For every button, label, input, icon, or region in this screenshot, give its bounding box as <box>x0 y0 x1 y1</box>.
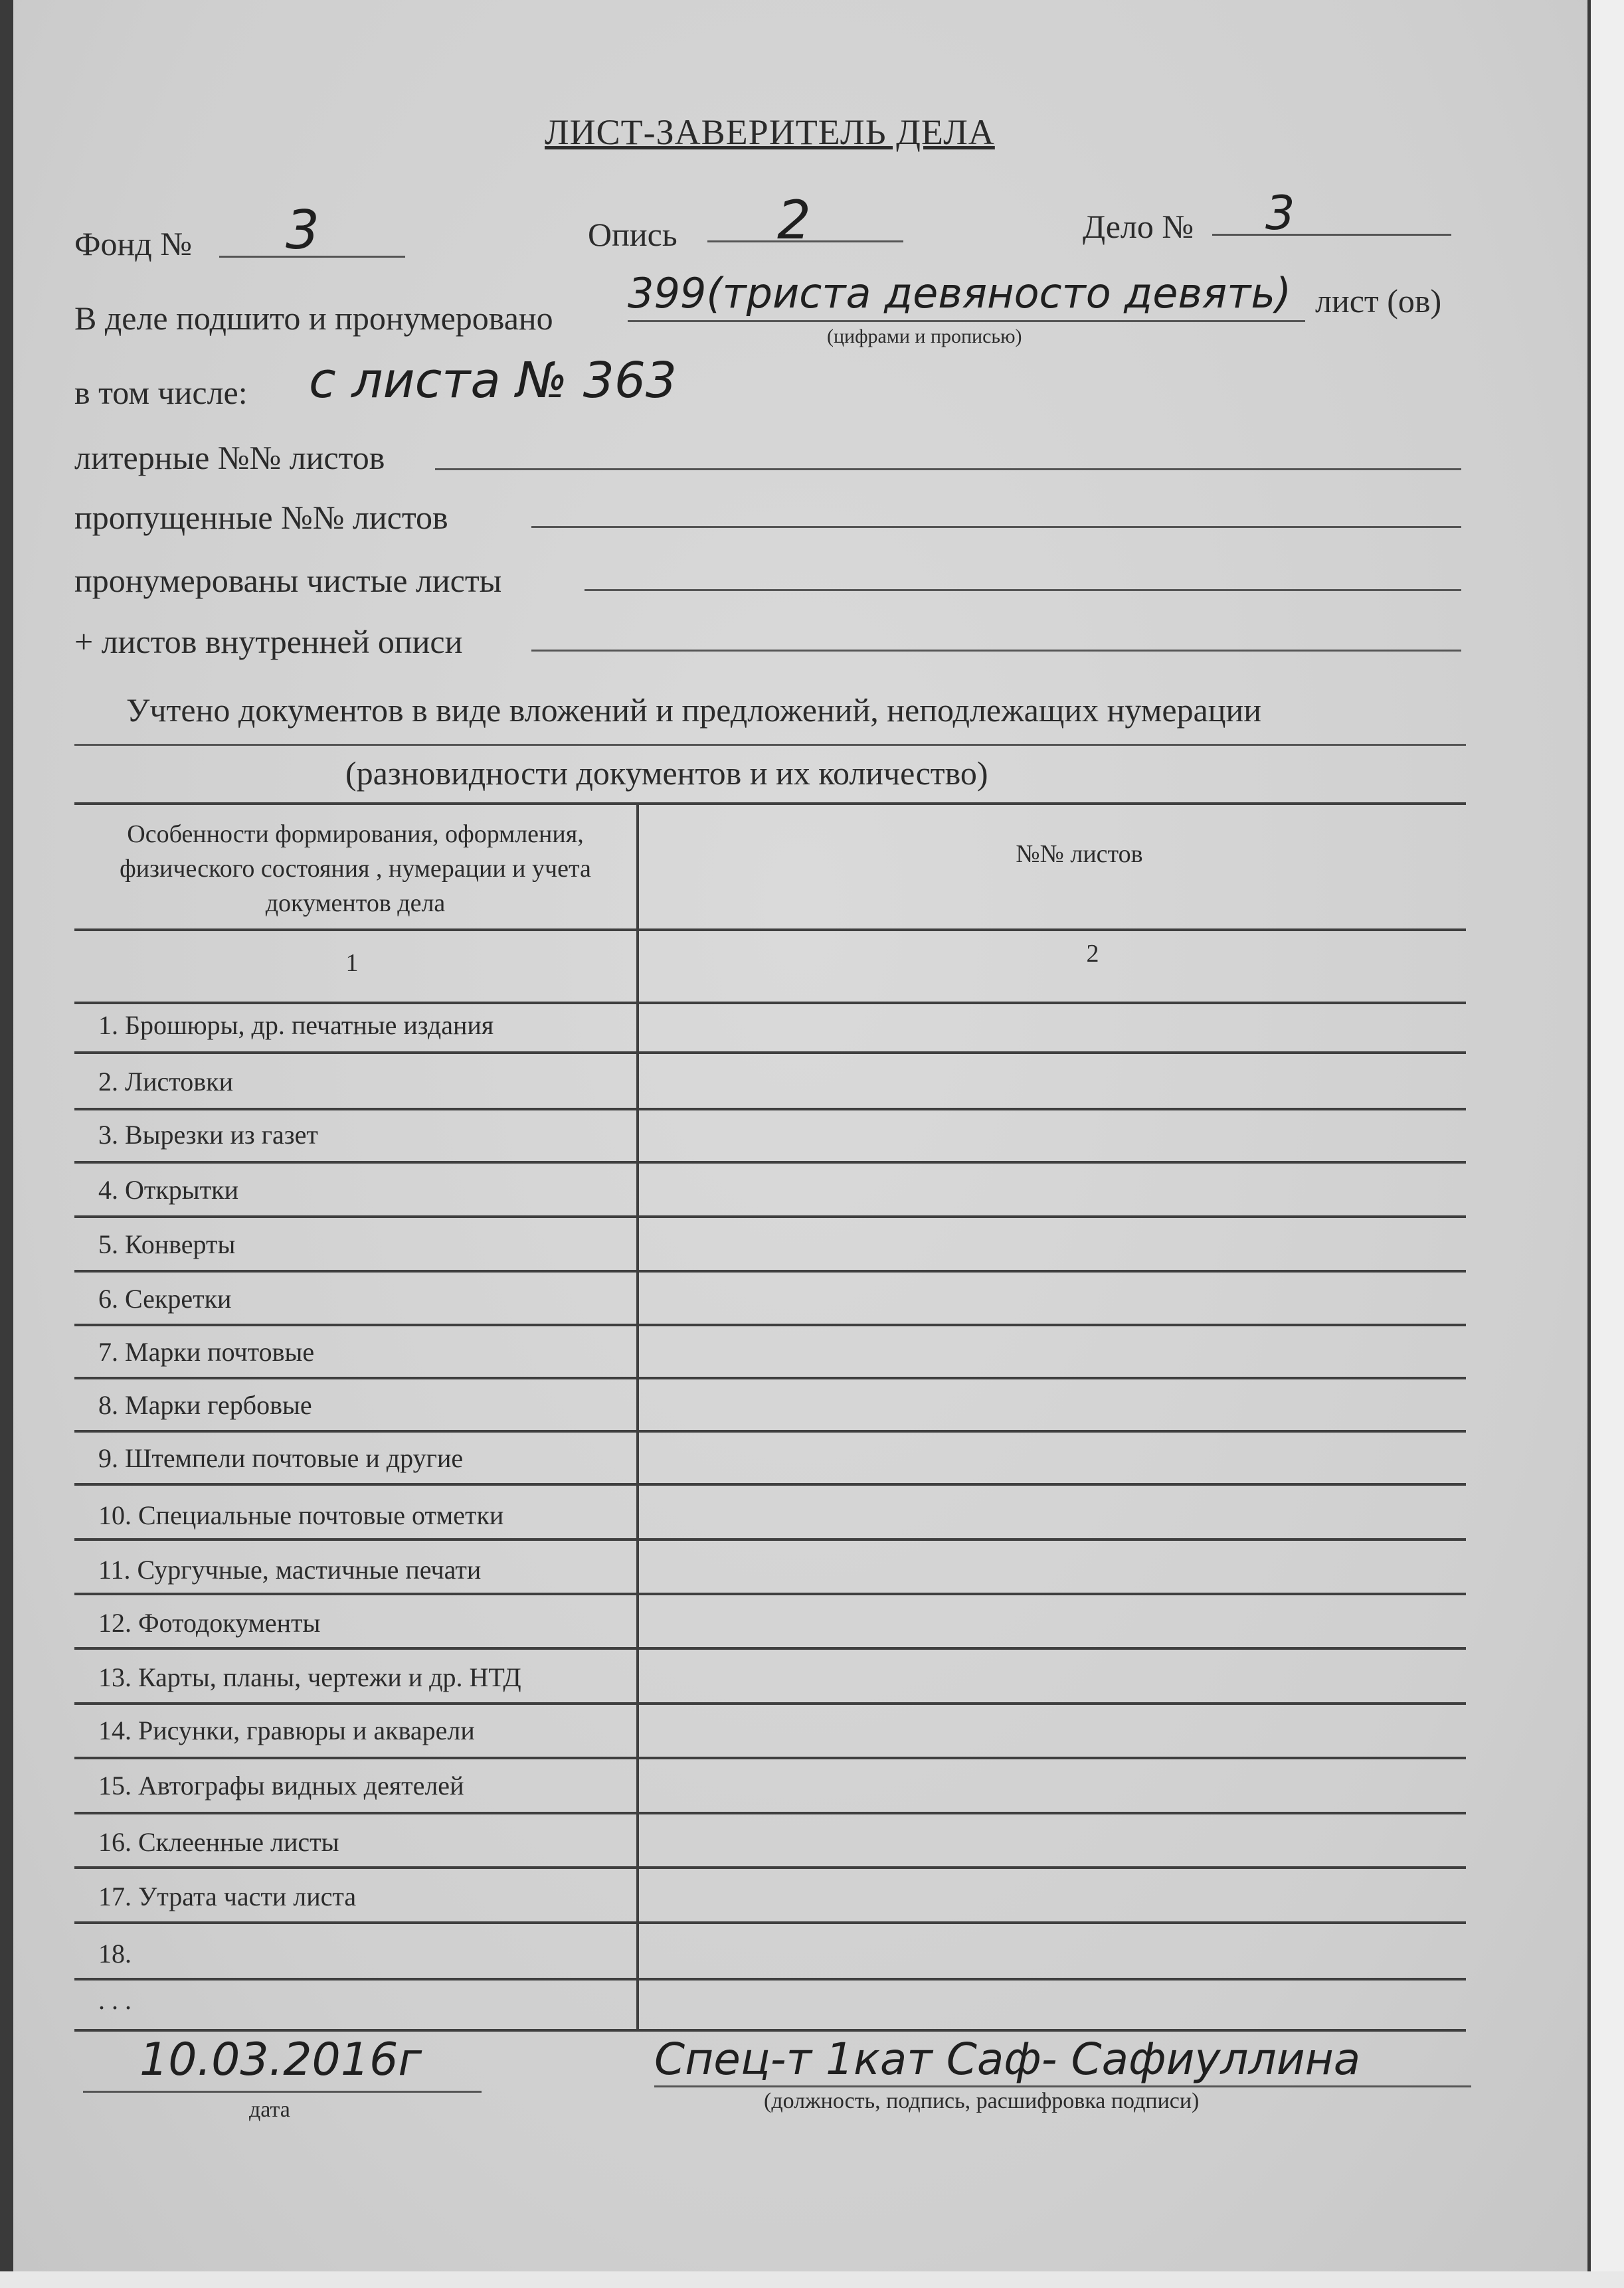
table-row-line <box>74 1108 1466 1110</box>
field-inner-inventory-line <box>531 650 1461 652</box>
field-missing-sheets-line <box>531 526 1461 528</box>
document-title: ЛИСТ-ЗАВЕРИТЕЛЬ ДЕЛА <box>545 112 995 152</box>
opis-label: Опись <box>588 216 677 253</box>
table-row-line <box>74 1161 1466 1164</box>
date-value: 10.03.2016г <box>139 2034 422 2086</box>
table-col2-header: №№ листов <box>1016 840 1143 868</box>
raznovidnosti-text: (разновидности документов и их количество) <box>345 754 988 792</box>
table-row-1: 1. Брошюры, др. печатные издания <box>98 1010 494 1040</box>
v-tom-chisle-label: в том числе: <box>74 374 248 411</box>
table-row-line <box>74 1538 1466 1541</box>
signature-underline <box>654 2085 1471 2087</box>
podshito-label: В деле подшито и пронумеровано <box>74 300 553 337</box>
table-row-18: 18. <box>98 1939 132 1969</box>
podshito-underline <box>628 320 1305 322</box>
table-row-line <box>74 1324 1466 1326</box>
table-row-17: 17. Утрата части листа <box>98 1882 357 1911</box>
table-row-9: 9. Штемпели почтовые и другие <box>98 1443 464 1473</box>
opis-value: 2 <box>777 189 811 251</box>
date-underline <box>83 2091 482 2093</box>
podshito-suffix: лист (ов) <box>1315 282 1442 319</box>
ucheteno-text: Учтено документов в виде вложений и предложений, неподлежащих нумерации <box>126 691 1262 729</box>
table-row-line <box>74 1430 1466 1433</box>
table-row-12: 12. Фотодокументы <box>98 1608 321 1638</box>
page-edge-bottom <box>0 2271 1624 2288</box>
podshito-value: 399(триста девяносто девять) <box>628 269 1292 317</box>
table-col2-number: 2 <box>1086 940 1099 968</box>
table-row-14: 14. Рисунки, гравюры и акварели <box>98 1716 475 1745</box>
table-bottom-border <box>74 2029 1466 2032</box>
signature-value: Спец-т 1кат Саф- Сафиуллина <box>654 2034 1361 2085</box>
table-row-ellipsis: . . . <box>98 1985 132 2015</box>
table-column-divider <box>636 802 639 2031</box>
table-row-2: 2. Листовки <box>98 1067 233 1097</box>
signature-label: (должность, подпись, расшифровка подписи) <box>764 2089 1200 2113</box>
fond-value: 3 <box>286 199 319 261</box>
table-row-5: 5. Конверты <box>98 1229 236 1259</box>
field-blank-sheets-line <box>585 589 1461 591</box>
date-label: дата <box>249 2097 290 2122</box>
field-missing-sheets: пропущенные №№ листов <box>74 499 448 536</box>
table-row-11: 11. Сургучные, мастичные печати <box>98 1555 482 1585</box>
table-row-16: 16. Склеенные листы <box>98 1827 339 1857</box>
table-row-line <box>74 1270 1466 1273</box>
table-row-line <box>74 1593 1466 1595</box>
table-row-10: 10. Специальные почтовые отметки <box>98 1500 504 1530</box>
page-edge <box>1591 0 1624 2288</box>
table-row-6: 6. Секретки <box>98 1284 232 1314</box>
table-top-border <box>74 802 1466 805</box>
delo-label: Дело № <box>1083 208 1194 245</box>
table-row-line <box>74 1866 1466 1869</box>
ucheteno-line <box>74 744 1466 746</box>
table-row-7: 7. Марки почтовые <box>98 1337 315 1367</box>
table-row-line <box>74 1702 1466 1705</box>
v-tom-chisle-value: с листа № 363 <box>309 352 677 409</box>
delo-underline <box>1212 234 1451 236</box>
podshito-hint: (цифрами и прописью) <box>827 325 1022 347</box>
table-row-8: 8. Марки гербовые <box>98 1390 312 1420</box>
table-row-3: 3. Вырезки из газет <box>98 1120 318 1150</box>
table-row-line <box>74 1377 1466 1379</box>
table-row-line <box>74 1812 1466 1814</box>
field-inner-inventory: + листов внутренней описи <box>74 623 463 660</box>
table-col1-number: 1 <box>345 949 359 977</box>
table-row-line <box>74 1215 1466 1218</box>
table-header-border <box>74 928 1466 931</box>
table-col1-header: Особенности формирования, оформления, физического состояния , нумерации и учета документов дела <box>120 820 591 917</box>
field-blank-sheets: пронумерованы чистые листы <box>74 562 502 599</box>
delo-value: 3 <box>1265 186 1295 240</box>
fond-label: Фонд № <box>74 225 192 262</box>
field-literal-sheets-line <box>435 468 1461 470</box>
table-row-line <box>74 1921 1466 1924</box>
table-number-row-border <box>74 1002 1466 1004</box>
table-row-line <box>74 1483 1466 1486</box>
table-row-line <box>74 1647 1466 1650</box>
table-row-line <box>74 1051 1466 1054</box>
table-row-line <box>74 1757 1466 1759</box>
table-row-15: 15. Автографы видных деятелей <box>98 1771 464 1801</box>
table-row-line <box>74 1978 1466 1980</box>
field-literal-sheets: литерные №№ листов <box>74 439 385 476</box>
table-row-13: 13. Карты, планы, чертежи и др. НТД <box>98 1662 521 1692</box>
table-row-4: 4. Открытки <box>98 1175 238 1205</box>
